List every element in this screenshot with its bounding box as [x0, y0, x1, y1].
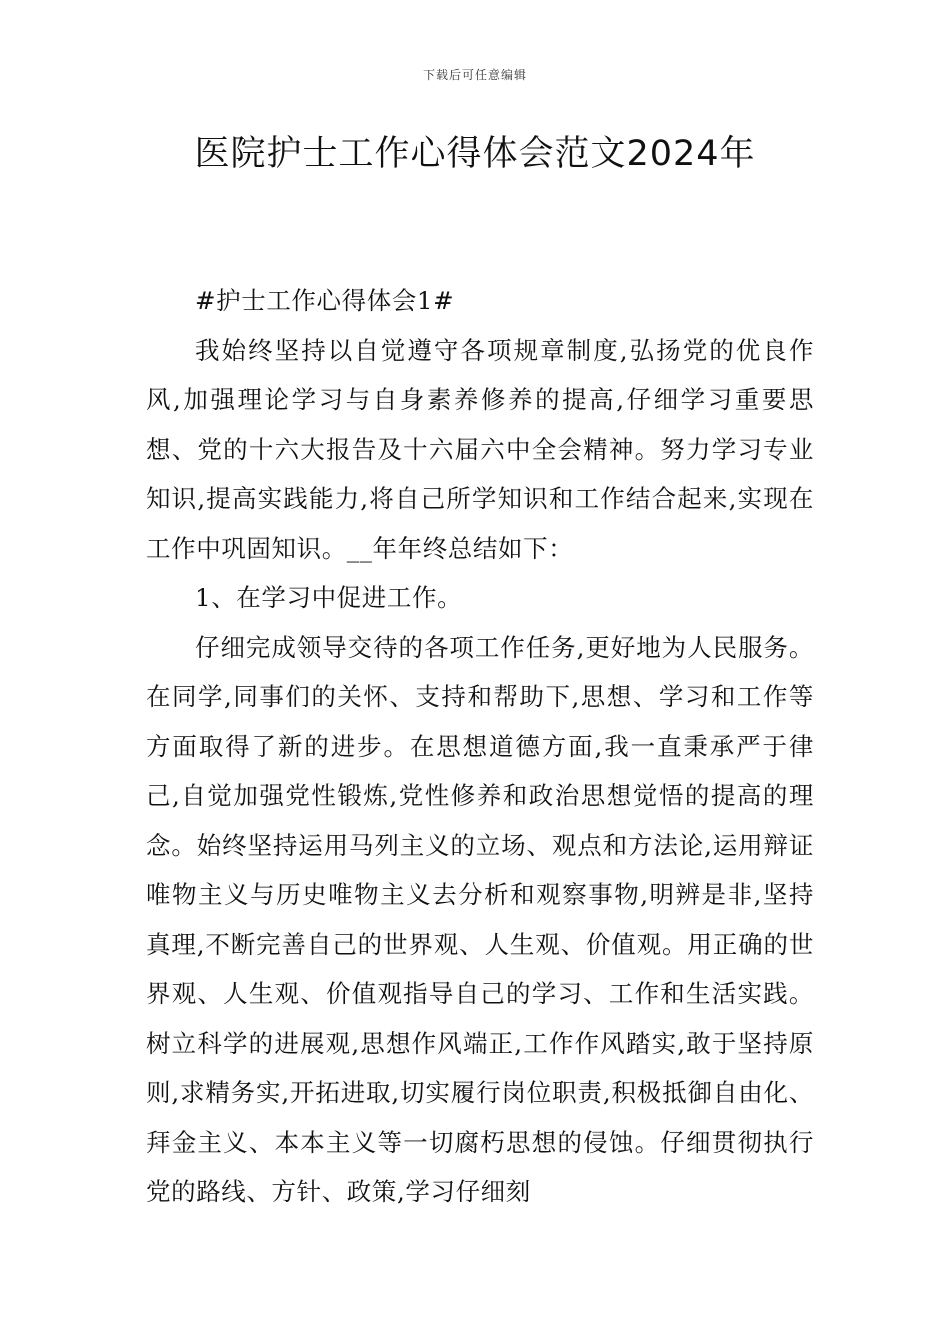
document-title: 医院护士工作心得体会范文2024年	[194, 134, 756, 174]
section-heading: #护士工作心得体会1#	[195, 286, 455, 315]
document-body	[146, 276, 814, 1217]
paragraph-detail: 仔细完成领导交待的各项工作任务,更好地为人民服务。在同学,同事们的关怀、支持和帮助下,思想、学习和工作等方面取得了新的进步。在思想道德方面,我一直秉承严于律己,自觉加强党性锻炼,党性修养和政治思想觉悟的提高的理念。始终坚持运用马列主义的立场、观点和方法论,运用辩证唯物主义与历史唯物主义去分析和观察事物,明辨是非,坚持真理,不断完善自己的世界观、人生观、价值观。用正确的世界观、人生观、价值观指导自己的学习、工作和生活实践。树立科学的进展观,思想作风端正,工作作风踏实,敢于坚持原则,求精务实,开拓进取,切实履行岗位职责,积极抵御自由化、拜金主义、本本主义等一切腐朽思想的侵蚀。仔细贯彻执行党的路线、方针、政策,学习仔细刻	[146, 632, 814, 1206]
paragraph-intro: 我始终坚持以自觉遵守各项规章制度,弘扬党的优良作风,加强理论学习与自身素养修养的提高,仔细学习重要思想、党的十六大报告及十六届六中全会精神。努力学习专业知识,提高实践能力,将自己所学知识和工作结合起来,实现在工作中巩固知识。__年年终总结如下：	[146, 335, 814, 563]
header-note: 下载后可任意编辑	[422, 68, 527, 82]
paragraph-point-1: 1、在学习中促进工作。	[195, 583, 463, 612]
